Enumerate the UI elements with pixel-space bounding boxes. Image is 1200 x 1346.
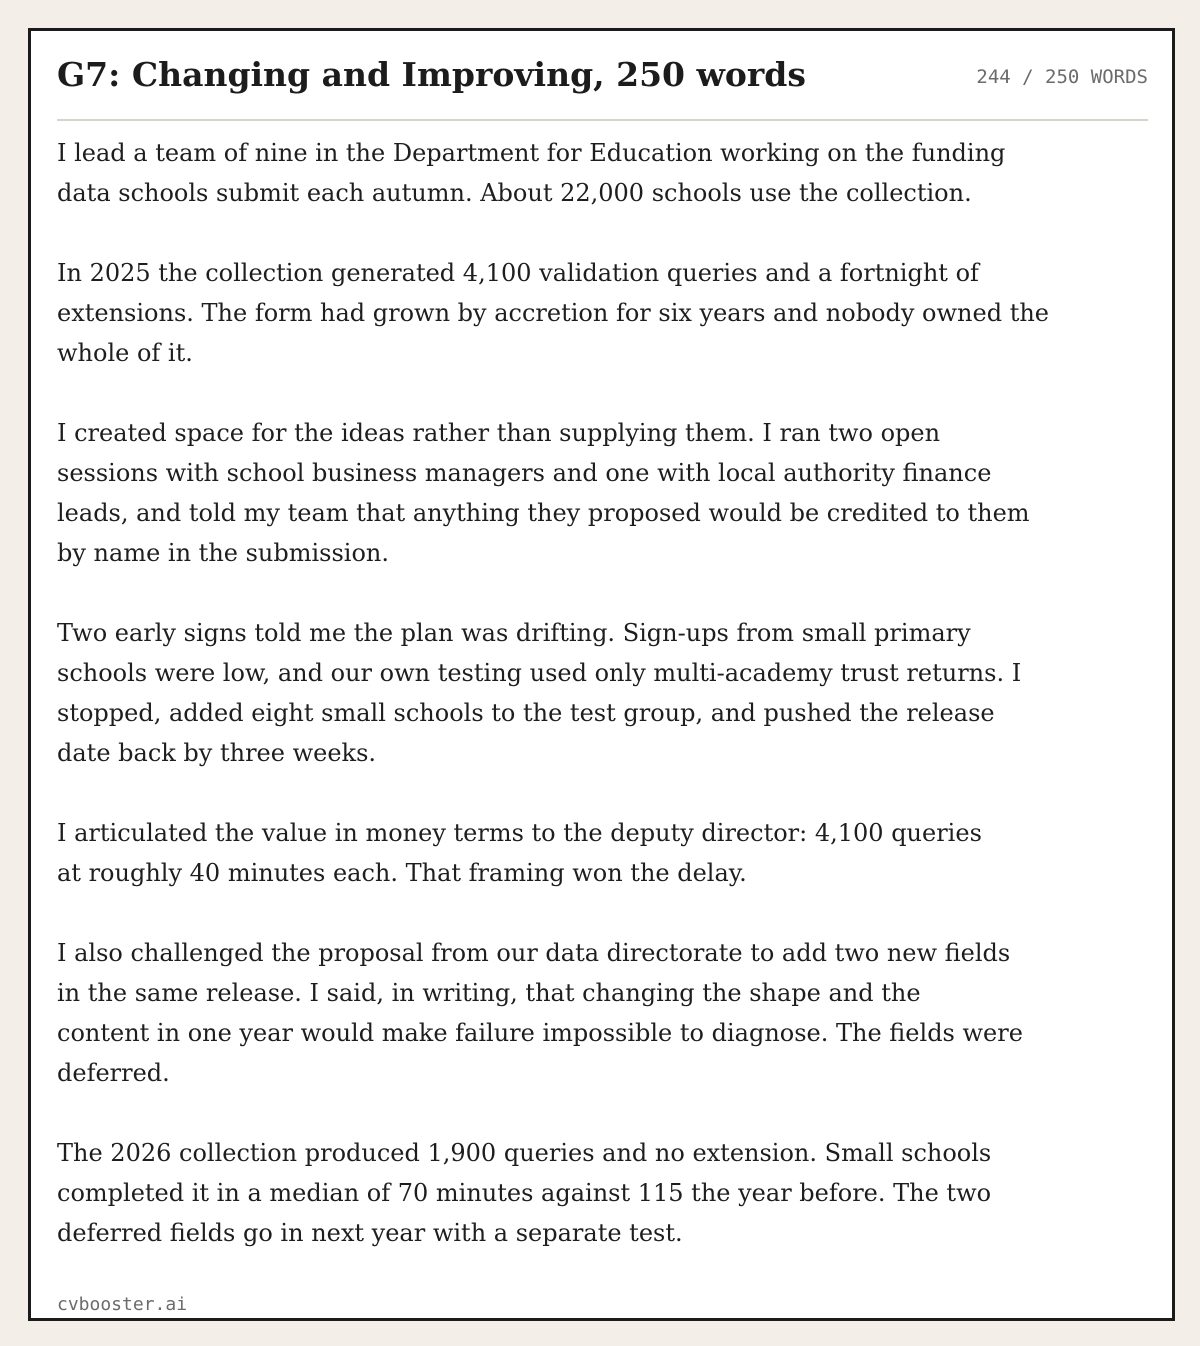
paragraph-line: whole of it. bbox=[57, 339, 193, 367]
paragraph bbox=[57, 933, 1057, 1093]
answer-card bbox=[28, 28, 1175, 1321]
brand-footer: cvbooster.ai bbox=[57, 1294, 188, 1315]
card-header bbox=[57, 49, 1148, 121]
paragraph-line: date back by three weeks. bbox=[57, 739, 377, 767]
paragraph-line: I created space for the ideas rather than supplying them. I ran two open bbox=[57, 419, 941, 447]
paragraph-line: sessions with school business managers and one with local authority finance bbox=[57, 459, 992, 487]
paragraph bbox=[57, 133, 1057, 213]
page-title: G7: Changing and Improving, 250 words bbox=[57, 55, 806, 94]
paragraph-line: The 2026 collection produced 1,900 queries and no extension. Small schools bbox=[57, 1139, 992, 1167]
paragraph bbox=[57, 613, 1057, 773]
paragraph-line: at roughly 40 minutes each. That framing won the delay. bbox=[57, 859, 747, 887]
paragraph-line: deferred fields go in next year with a separate test. bbox=[57, 1219, 683, 1247]
paragraph-line: leads, and told my team that anything they proposed would be credited to them bbox=[57, 499, 1030, 527]
paragraph-line: in the same release. I said, in writing, that changing the shape and the bbox=[57, 979, 921, 1007]
paragraph-line: schools were low, and our own testing used only multi-academy trust returns. I bbox=[57, 659, 1022, 687]
paragraph-line: Two early signs told me the plan was drifting. Sign-ups from small primary bbox=[57, 619, 971, 647]
paragraph bbox=[57, 413, 1057, 573]
paragraph-line: stopped, added eight small schools to the test group, and pushed the release bbox=[57, 699, 995, 727]
paragraph-line: I also challenged the proposal from our data directorate to add two new fields bbox=[57, 939, 1011, 967]
paragraph-line: In 2025 the collection generated 4,100 validation queries and a fortnight of bbox=[57, 259, 979, 287]
paragraph bbox=[57, 1133, 1057, 1253]
paragraph-line: I lead a team of nine in the Department for Education working on the funding bbox=[57, 139, 1006, 167]
paragraph-line: I articulated the value in money terms to the deputy director: 4,100 queries bbox=[57, 819, 982, 847]
paragraph-line: deferred. bbox=[57, 1059, 170, 1087]
paragraph bbox=[57, 253, 1057, 373]
word-count: 244 / 250 WORDS bbox=[976, 66, 1148, 88]
paragraph-line: content in one year would make failure impossible to diagnose. The fields were bbox=[57, 1019, 1023, 1047]
paragraph bbox=[57, 813, 1057, 893]
paragraph-line: data schools submit each autumn. About 22,000 schools use the collection. bbox=[57, 179, 972, 207]
answer-body bbox=[57, 133, 1057, 1253]
paragraph-line: completed it in a median of 70 minutes against 115 the year before. The two bbox=[57, 1179, 992, 1207]
paragraph-line: by name in the submission. bbox=[57, 539, 390, 567]
paragraph-line: extensions. The form had grown by accretion for six years and nobody owned the bbox=[57, 299, 1050, 327]
